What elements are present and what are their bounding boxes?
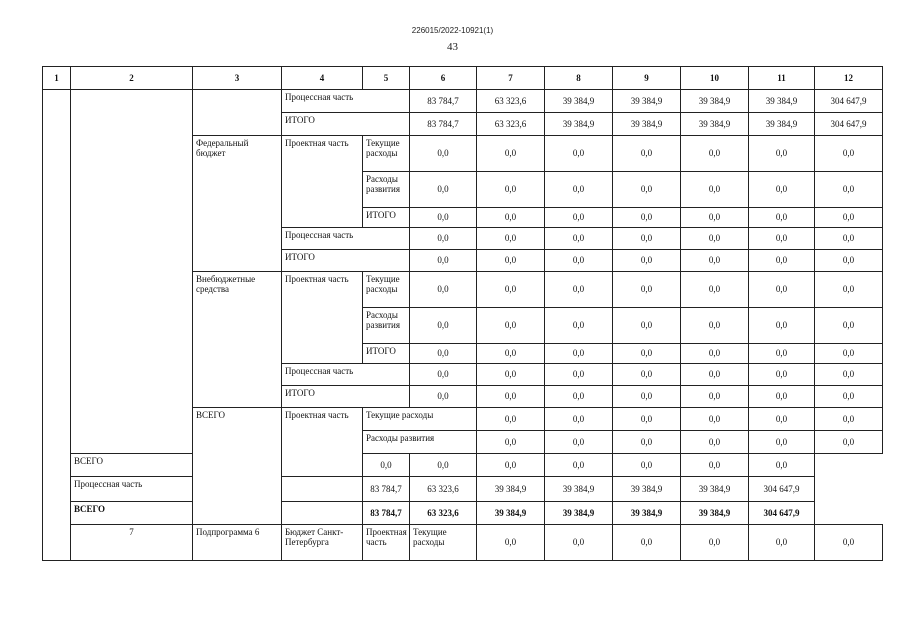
header-cell: 6: [410, 67, 477, 90]
row-label: Текущие расходы: [363, 272, 410, 308]
row-label: ИТОГО: [282, 113, 410, 136]
table-row: Расходы развития 0,0 0,0 0,0 0,0 0,0 0,0 0,0: [43, 172, 883, 208]
header-cell: 10: [681, 67, 749, 90]
row-name: Подпрограмма 6: [193, 525, 282, 561]
header-cell: 11: [749, 67, 815, 90]
row-label: Процессная часть: [282, 90, 410, 113]
row-label: Проектная часть: [282, 408, 363, 477]
row-label: ИТОГО: [363, 208, 410, 228]
table-row: ИТОГО 83 784,7 63 323,6 39 384,9 39 384,9 39 384,9 39 384,9 304 647,9: [43, 113, 883, 136]
table-row: Расходы развития 0,0 0,0 0,0 0,0 0,0 0,0 0,0: [43, 308, 883, 344]
row-label: Проектная часть: [282, 272, 363, 364]
header-cell: 5: [363, 67, 410, 90]
row-label: Текущие расходы: [363, 408, 477, 431]
row-label: Процессная часть: [282, 228, 410, 250]
table-row: ИТОГО 0,0 0,0 0,0 0,0 0,0 0,0 0,0: [43, 344, 883, 364]
table-row: Процессная часть 0,0 0,0 0,0 0,0 0,0 0,0 0,0: [43, 228, 883, 250]
row-label: ВСЕГО: [71, 454, 282, 477]
header-cell: 8: [545, 67, 613, 90]
page-number: 43: [447, 41, 458, 53]
table-row: ВСЕГО 0,0 0,0 0,0 0,0 0,0 0,0 0,0: [43, 454, 883, 477]
table-row: ИТОГО 0,0 0,0 0,0 0,0 0,0 0,0 0,0: [43, 386, 883, 408]
header-cell: 3: [193, 67, 282, 90]
row-label: Расходы развития: [363, 431, 477, 454]
table-row: Процессная часть 83 784,7 63 323,6 39 384,9 39 384,9 39 384,9 39 384,9 304 647,9: [43, 90, 883, 113]
source-label: Внебюджетные средства: [193, 272, 282, 408]
row-label: Расходы развития: [363, 308, 410, 344]
table-row: Федеральный бюджет Проектная часть Текущие расходы 0,0 0,0 0,0 0,0 0,0 0,0 0,0: [43, 136, 883, 172]
header-cell: 12: [815, 67, 883, 90]
row-label: Текущие расходы: [363, 136, 410, 172]
table-row: ВСЕГО 83 784,7 63 323,6 39 384,9 39 384,9 39 384,9 39 384,9 304 647,9: [43, 502, 883, 525]
row-number: 7: [71, 525, 193, 561]
table-row: Внебюджетные средства Проектная часть Текущие расходы 0,0 0,0 0,0 0,0 0,0 0,0 0,0: [43, 272, 883, 308]
row-label: ИТОГО: [282, 386, 410, 408]
budget-table: [42, 66, 883, 561]
table-row: ВСЕГО Проектная часть Текущие расходы 0,0 0,0 0,0 0,0 0,0 0,0: [43, 408, 883, 431]
row-label: Процессная часть: [71, 477, 363, 502]
row-label: ИТОГО: [282, 250, 410, 272]
table-row: Процессная часть 0,0 0,0 0,0 0,0 0,0 0,0 0,0: [43, 364, 883, 386]
row-label: Процессная часть: [282, 364, 410, 386]
header-cell: 1: [43, 67, 71, 90]
header-cell: 4: [282, 67, 363, 90]
table-row: Расходы развития 0,0 0,0 0,0 0,0 0,0 0,0: [43, 431, 883, 454]
row-label: Текущие расходы: [410, 525, 477, 561]
header-cell: 7: [477, 67, 545, 90]
header-cell: 2: [71, 67, 193, 90]
row-label: ВСЕГО: [193, 408, 282, 525]
row-label: ИТОГО: [363, 344, 410, 364]
document-id: 226015/2022-10921(1): [411, 26, 494, 35]
row-label: ВСЕГО: [71, 502, 363, 525]
source-label: Федеральный бюджет: [193, 136, 282, 272]
table-row: ИТОГО 0,0 0,0 0,0 0,0 0,0 0,0 0,0: [43, 208, 883, 228]
table-row: 7 Подпрограмма 6 Бюджет Санкт-Петербурга Проектная часть Текущие расходы 0,0 0,0 0,0 0,0 0,0 0,0: [43, 525, 883, 561]
row-label: Проектная часть: [363, 525, 410, 561]
row-label: Проектная часть: [282, 136, 363, 228]
table-row: Процессная часть 83 784,7 63 323,6 39 384,9 39 384,9 39 384,9 39 384,9 304 647,9: [43, 477, 883, 502]
row-label: Расходы развития: [363, 172, 410, 208]
table-row: ИТОГО 0,0 0,0 0,0 0,0 0,0 0,0 0,0: [43, 250, 883, 272]
header-cell: 9: [613, 67, 681, 90]
header-row: [43, 67, 883, 90]
source-label: Бюджет Санкт-Петербурга: [282, 525, 363, 561]
